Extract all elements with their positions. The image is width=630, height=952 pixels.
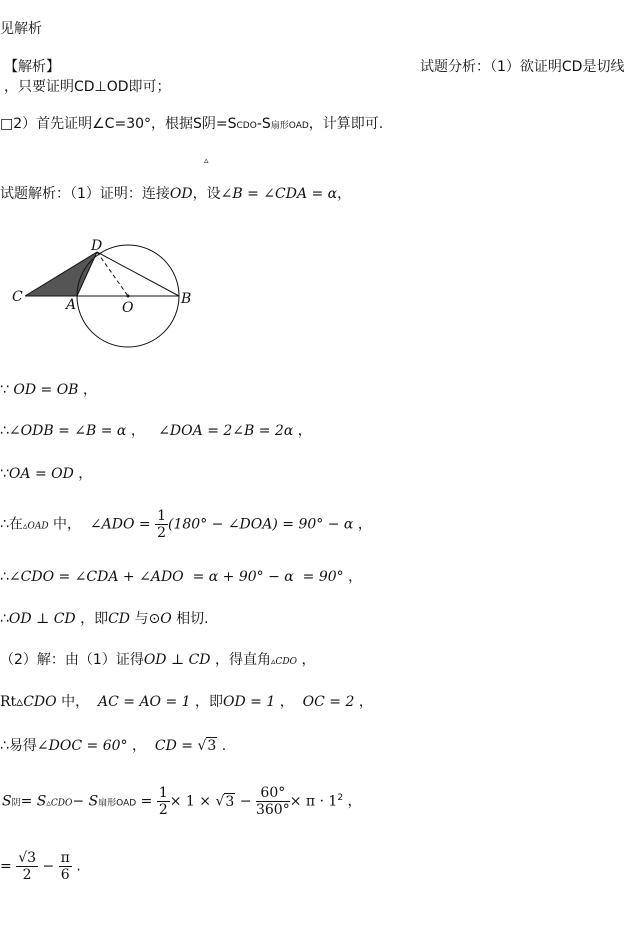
fraction-pi-over-6: $\frac{\pi}{6}$ <box>60 850 70 883</box>
step-3: ∵OA = OD ， <box>0 466 93 482</box>
label-d: D <box>91 238 103 254</box>
step-2: ∴∠ODB = ∠B = α ， ∠DOA = 2∠B = 2α ， <box>0 423 312 439</box>
step-8: Rt▵CDO 中， AC = AO = 1 ，即OD = 1 ， OC = 2 ， <box>0 694 373 710</box>
analysis-continuation-2: □2）首先证明∠C=30°，根据S阴=SCDO-S扇形OAD，计算即可. <box>0 116 384 132</box>
analysis-right-text: 试题分析：（1）欲证明CD是切线 <box>420 59 625 75</box>
fraction-half-2: $\frac{1}{2}$ <box>158 785 168 818</box>
step-11: = $\frac{√3}{2}$ − $\frac{\pi}{6}$ . <box>0 850 81 883</box>
step-7: （2）解：由（1）证得OD ⊥ CD ，得直角▵CDO ， <box>0 652 316 668</box>
line-db <box>97 252 179 296</box>
center-point <box>127 295 130 298</box>
analysis-tag: 【解析】 <box>4 59 60 75</box>
step-1: ∵ OD = OB ， <box>0 382 97 398</box>
label-b: B <box>181 291 192 307</box>
step-5: ∴∠CDO = ∠CDA + ∠ADO = α + 90° − α = 90° ， <box>0 569 363 585</box>
geometry-figure <box>10 232 200 357</box>
line-od-dashed <box>97 252 128 296</box>
label-o: O <box>122 300 134 316</box>
step-6: ∴OD ⊥ CD ，即CD 与⊙O 相切. <box>0 611 209 627</box>
label-c: C <box>12 289 23 305</box>
solution-intro: 试题解析：（1）证明：连接OD，设∠B = ∠CDA = α， <box>0 186 352 202</box>
step-9: ∴易得∠DOC = 60° ， CD = √3 . <box>0 738 227 754</box>
step-10: S阴= S▵CDO− S扇形OAD = $\frac{1}{2}$ × 1 × √3 − $\frac{60^\circ}{360^\circ}$ × $\pi \cdot 1^2$ ， <box>2 785 362 818</box>
triangle-mark: ▵ <box>204 156 209 166</box>
answer-line: 见解析 <box>0 21 42 37</box>
label-a: A <box>66 297 77 313</box>
fraction-root3-over-2: $\frac{√3}{2}$ <box>18 850 37 883</box>
step-4: ∴在▵OAD 中， ∠ADO = $\frac{1}{2}$ (180° − ∠DOA) = 90° − α ， <box>0 508 372 541</box>
fraction-half: $\frac{1}{2}$ <box>157 508 167 541</box>
analysis-continuation-1: ，只要证明CD⊥OD即可； <box>4 79 171 95</box>
fraction-sector: $\frac{60^\circ}{360^\circ}$ <box>255 785 290 818</box>
